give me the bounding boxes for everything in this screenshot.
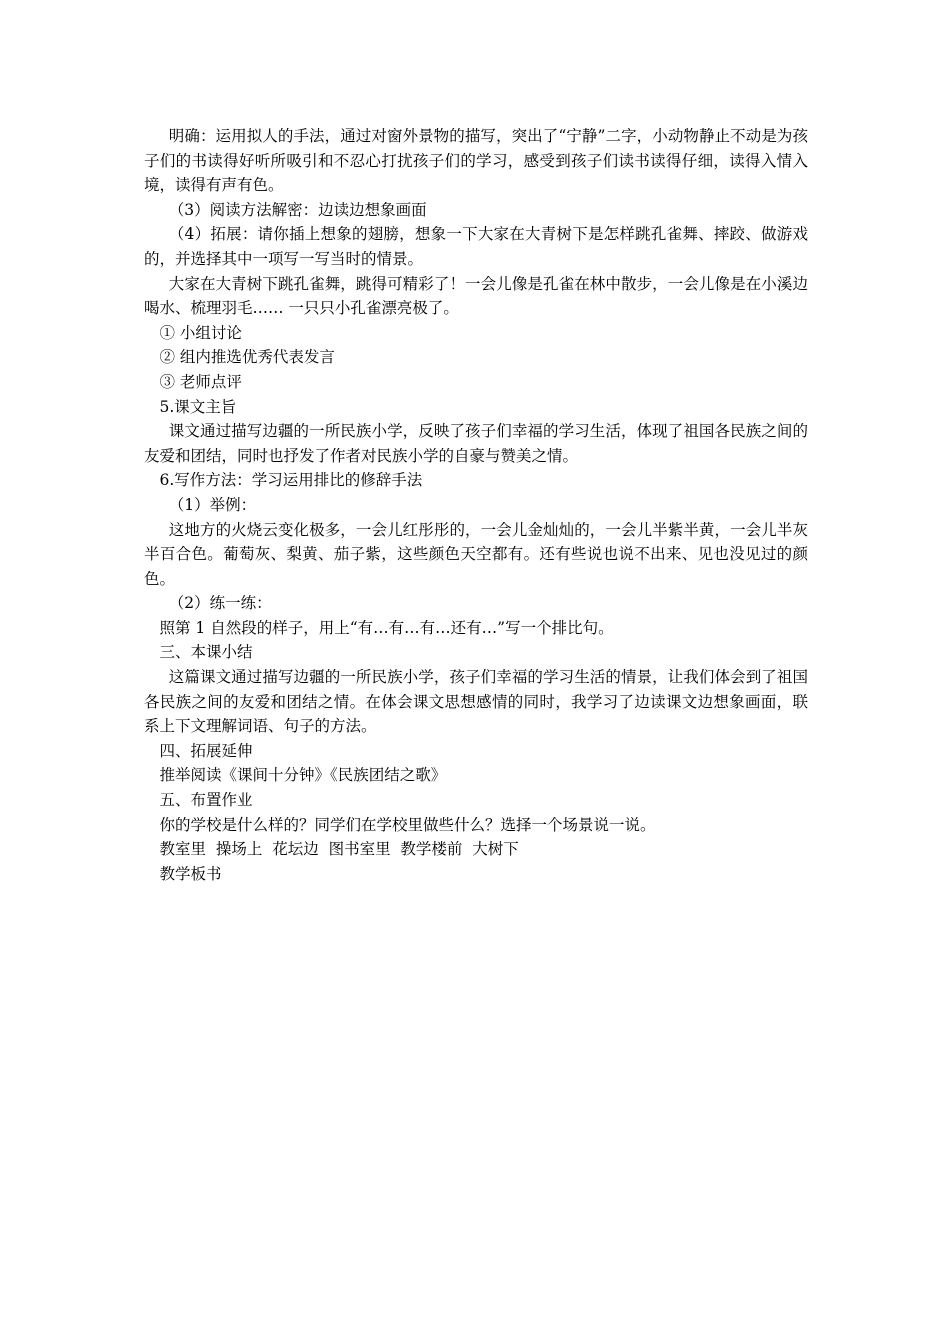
paragraph-extension-prompt: （4）拓展：请你插上想象的翅膀，想象一下大家在大青树下是怎样跳孔雀舞、摔跤、做游戏的，并选择其中一项写一写当时的情景。 bbox=[144, 225, 808, 268]
paragraph-reading-method: （3）阅读方法解密：边读边想象画面 bbox=[168, 200, 427, 219]
heading-summary: 三、本课小结 bbox=[159, 643, 253, 662]
paragraph-homework: 你的学校是什么样的？同学们在学校里做些什么？选择一个场景说一说。 bbox=[159, 815, 656, 834]
document-body bbox=[144, 124, 808, 886]
paragraph-clarification: 明确：运用拟人的手法，通过对窗外景物的描写，突出了“宁静”二字，小动物静止不动是为孩子们的书读得好听所吸引和不忍心打扰孩子们的学习，感受到孩子们读书读得仔细，读得入情入境，读得有声有色。 bbox=[144, 127, 808, 195]
paragraph-practice: 照第 1 自然段的样子，用上“有…有…有…还有…”写一个排比句。 bbox=[159, 618, 614, 637]
heading-main-idea: 5.课文主旨 bbox=[159, 397, 237, 416]
heading-board-writing: 教学板书 bbox=[159, 864, 222, 883]
list-item-teacher-review: ③ 老师点评 bbox=[159, 372, 242, 391]
list-item-representative: ② 组内推选优秀代表发言 bbox=[159, 348, 335, 367]
paragraph-main-idea: 课文通过描写边疆的一所民族小学，反映了孩子们幸福的学习生活，体现了祖国各民族之间的友爱和团结，同时也抒发了作者对民族小学的自豪与赞美之情。 bbox=[144, 422, 808, 465]
paragraph-recommended-reading: 推举阅读《课间十分钟》《民族团结之歌》 bbox=[159, 766, 447, 785]
heading-writing-method: 6.写作方法：学习运用排比的修辞手法 bbox=[159, 471, 423, 490]
paragraph-example: 这地方的火烧云变化极多，一会儿红彤彤的，一会儿金灿灿的，一会儿半紫半黄，一会儿半灰半百合色。葡萄灰、梨黄、茄子紫，这些颜色天空都有。还有些说也说不出来、见也没见过的颜色。 bbox=[144, 520, 808, 588]
list-item-group-discussion: ① 小组讨论 bbox=[159, 323, 242, 342]
paragraph-scene-options: 教室里 操场上 花坛边 图书室里 教学楼前 大树下 bbox=[159, 840, 519, 859]
heading-example: （1）举例： bbox=[168, 495, 257, 514]
heading-practice: （2）练一练： bbox=[168, 594, 272, 613]
heading-homework: 五、布置作业 bbox=[159, 791, 253, 810]
paragraph-peacock-dance: 大家在大青树下跳孔雀舞，跳得可精彩了！一会儿像是孔雀在林中散步，一会儿像是在小溪边喝水、梳理羽毛…… 一只只小孔雀漂亮极了。 bbox=[144, 274, 808, 318]
paragraph-summary: 这篇课文通过描写边疆的一所民族小学，孩子们幸福的学习生活的情景，让我们体会到了祖国各民族之间的友爱和团结之情。在体会课文思想感情的同时，我学习了边读课文边想象画面，联系上下文理解词语、句子的方法。 bbox=[144, 668, 808, 736]
heading-extension: 四、拓展延伸 bbox=[159, 741, 253, 760]
